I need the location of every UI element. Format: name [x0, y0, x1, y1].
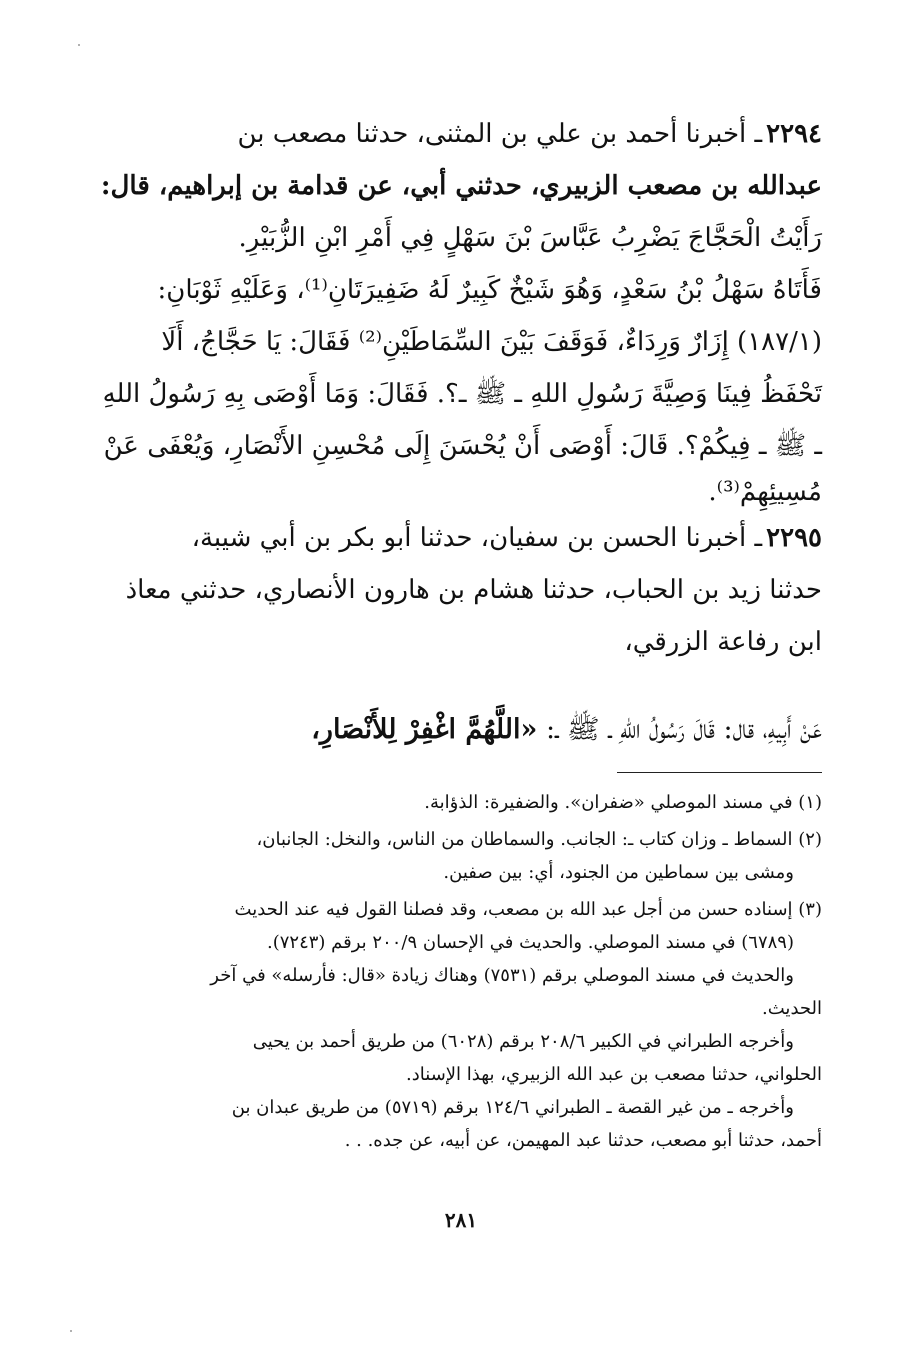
scan-speck	[78, 44, 80, 46]
hadith-number: ٢٢٩٤	[766, 119, 822, 149]
page-number: ٢٨١	[444, 1208, 478, 1232]
footnote-2-cont: ومشى بين سماطين من الجنود، أي: بين صفين.	[443, 862, 794, 883]
hadith-text: ـ أخبرنا أحمد بن علي بن المثنى، حدثنا مصعب بن	[237, 119, 763, 149]
footnote-3-cont: وأخرجه ـ من غير القصة ـ الطبراني ١٢٤/٦ برقم (٥٧١٩) من طريق عبدان بن	[231, 1097, 794, 1118]
hadith-2295-line-3: ابن رفاعة الزرقي،	[624, 627, 822, 657]
main-text	[100, 108, 822, 668]
hadith-2294-line-4: فَأَتَاهُ سَهْلُ بْنُ سَعْدٍ، وَهُوَ شَيْخٌ كَبِيرٌ لَهُ ضَفِيرَتَانِ⁽¹⁾، وَعَلَيْهِ ثَوْبَانِ:	[157, 275, 822, 305]
footnote-1: (١) في مسند الموصلي «ضفران». والضفيرة: الذؤابة.	[424, 792, 822, 813]
hadith-2294-line-5: (١٨٧/١) إِزَارٌ وَرِدَاءٌ، فَوَقَفَ بَيْنَ السِّمَاطَيْنِ⁽²⁾ فَقَالَ: يَا حَجَّاجُ، أَلَا	[161, 327, 822, 357]
hadith-2294-line-6: تَحْفَظُ فِينَا وَصِيَّةَ رَسُولِ اللهِ ـ ﷺ ـ؟. فَقَالَ: وَمَا أَوْصَى بِهِ رَسُولُ اللهِ	[102, 379, 822, 409]
scan-speck	[70, 1330, 72, 1332]
hadith-number: ٢٢٩٥	[766, 523, 822, 553]
hadith-2294-line-7: ـ ﷺ ـ فِيكُمْ؟. قَالَ: أَوْصَى أَنْ يُحْسَنَ إِلَى مُحْسِنِ الأَنْصَارِ، وَيُعْفَى عَنْ	[103, 431, 822, 461]
footnote-3-cont: الحديث.	[762, 998, 822, 1019]
footnote-separator	[617, 772, 822, 773]
footnote-3-cont: والحديث في مسند الموصلي برقم (٧٥٣١) وهناك زيادة «قال: فأرسله» في آخر	[210, 965, 794, 986]
hadith-2294-line-8: مُسِيئِهِمْ⁽³⁾.	[708, 477, 822, 507]
hadith-text: عَنْ أَبِيهِ، قال: قَالَ رَسُولُ اللهِ ـ ﷺ ـ:	[545, 714, 822, 745]
hadith-text: ـ أخبرنا الحسن بن سفيان، حدثنا أبو بكر بن أبي شيبة،	[191, 523, 763, 553]
hadith-2295-line-4	[100, 708, 822, 752]
footnote-2: (٢) السماط ـ وزان كتاب ـ: الجانب. والسماطان من الناس، والنخل: الجانبان،	[256, 829, 822, 850]
footnotes	[100, 786, 822, 1157]
hadith-2295-line-1	[100, 512, 822, 564]
footnote-3-cont: وأخرجه الطبراني في الكبير ٢٠٨/٦ برقم (٦٠٢٨) من طريق أحمد بن يحيى	[252, 1031, 794, 1052]
hadith-2294-line-2: عبدالله بن مصعب الزبيري، حدثني أبي، عن قدامة بن إبراهيم، قال:	[100, 171, 822, 201]
footnote-3-cont: الحلواني، حدثنا مصعب بن عبد الله الزبيري، بهذا الإسناد.	[406, 1064, 822, 1085]
prophet-quote: «اللَّهُمَّ اغْفِرْ لِلأَنْصَارِ،	[311, 714, 538, 745]
footnote-3-cont: أحمد، حدثنا أبو مصعب، حدثنا عبد المهيمن، عن أبيه، عن جده. . .	[344, 1130, 822, 1151]
hadith-2294-line-1	[100, 108, 822, 160]
footnote-3: (٣) إسناده حسن من أجل عبد الله بن مصعب، وقد فصلنا القول فيه عند الحديث	[234, 899, 822, 920]
hadith-2295-line-2: حدثنا زيد بن الحباب، حدثنا هشام بن هارون الأنصاري، حدثني معاذ	[125, 575, 822, 605]
hadith-2294-line-3: رَأَيْتُ الْحَجَّاجَ يَضْرِبُ عَبَّاسَ بْنَ سَهْلٍ فِي أَمْرِ ابْنِ الزُّبَيْرِ.	[238, 223, 822, 253]
footnote-3-cont: (٦٧٨٩) في مسند الموصلي. والحديث في الإحسان ٢٠٠/٩ برقم (٧٢٤٣).	[267, 932, 794, 953]
